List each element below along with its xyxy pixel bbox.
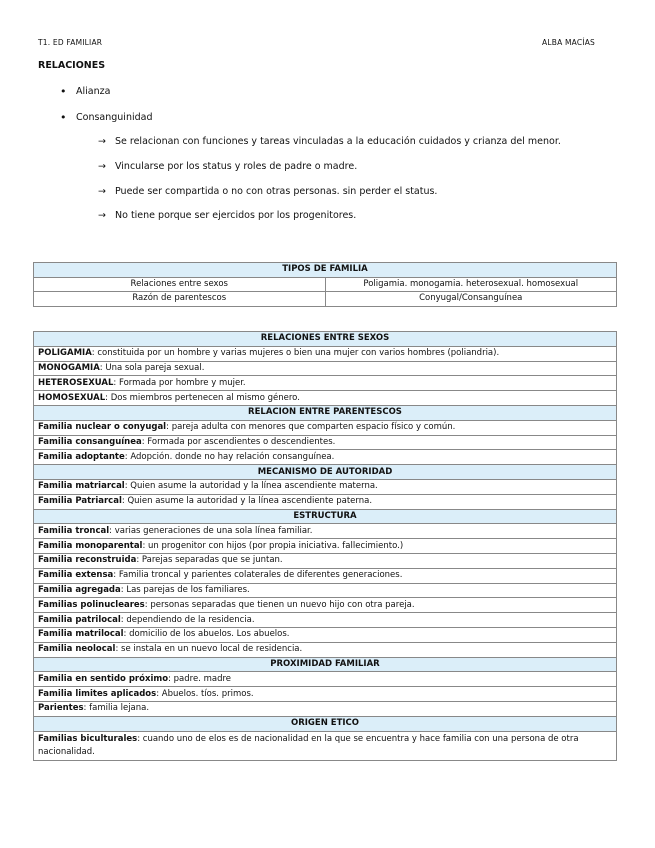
term-separator: : [113,570,119,581]
table-row [34,376,617,391]
right-arrow-icon: → [98,136,106,147]
definition-text: dependiendo de la residencia. [126,614,255,625]
right-arrow-icon: → [98,185,106,197]
table-row [34,568,617,583]
relaciones-detail-table [33,331,617,761]
term-separator: : [166,422,172,433]
definition-term: Familia limites aplicados [38,688,157,699]
right-arrow-icon: → [98,160,106,172]
term-separator: : [124,481,131,492]
definition-text: Abuelos. tíos. primos. [161,688,254,699]
definition-text: constituida por un hombre y varias mujeres o bien una mujer con varios hombres (poliandria). [97,348,500,359]
section-header: ESTRUCTURA [34,509,617,524]
table-row [34,524,617,539]
term-separator: : [144,599,151,610]
definition-cell [34,687,617,702]
bullet-item-alianza: • Alianza [60,86,153,112]
table-row [34,553,617,568]
definition-term: Familia patrilocal [38,614,121,625]
table-row [34,292,617,307]
definition-term: Familia matriarcal [38,481,125,492]
definition-text: padre. madre [173,673,232,684]
definition-cell [34,583,617,598]
arrow-item-text: Se relacionan con funciones y tareas vinculadas a la educación cuidados y crianza del menor. [115,136,561,147]
section-header: RELACION ENTRE PARENTESCOS [34,405,617,420]
definition-text: cuando uno de elos es de nacionalidad en la que se encuentra y hace familia con una persona de otra nacionalidad. [38,733,579,757]
definition-text: Dos miembros pertenecen al mismo género. [110,392,300,403]
definition-text: un progenitor con hijos (por propia iniciativa. fallecimiento.) [148,540,404,551]
definition-cell [34,701,617,716]
table-row [34,642,617,657]
definition-term: Familia nuclear o conyugal [38,422,167,433]
table-row [34,450,617,465]
term-separator: : [168,673,174,684]
definition-term: Familia troncal [38,525,110,536]
definition-text: Las parejas de los familiares. [126,584,250,595]
term-separator: : [136,555,142,566]
term-separator: : [105,392,111,403]
definition-term: Parientes [38,703,84,714]
definition-text: Quien asume la autoridad y la línea ascendiente materna. [130,481,378,492]
definition-term: Familia monoparental [38,540,143,551]
definition-term: Familia consanguínea [38,436,142,447]
definition-cell [34,568,617,583]
term-separator: : [120,614,127,625]
definition-cell [34,524,617,539]
term-separator: : [109,525,115,536]
section-title: RELACIONES [38,60,106,71]
term-separator: : [124,451,131,462]
table-row [34,687,617,702]
section-header: MECANISMO DE AUTORIDAD [34,465,617,480]
table-row [34,391,617,406]
definition-term: Familia adoptante [38,451,125,462]
table-row [34,731,617,760]
table-row [34,420,617,435]
definition-text: domicilio de los abuelos. Los abuelos. [129,629,290,640]
term-separator: : [115,644,122,655]
definition-cell [34,346,617,361]
arrow-item [98,210,561,235]
table-row [34,701,617,716]
definition-text: Formada por hombre y mujer. [119,377,246,388]
definition-cell [34,391,617,406]
definition-cell [34,539,617,554]
table-row [34,494,617,509]
arrow-item-text: No tiene porque ser ejercidos por los progenitores. [115,210,357,222]
term-separator: : [120,584,127,595]
definition-cell [34,553,617,568]
definition-cell [34,642,617,657]
section-header: ORIGEN ETICO [34,716,617,731]
definition-cell [34,361,617,376]
definition-text: Una sola pareja sexual. [105,362,205,373]
definition-term: Familia agregada [38,584,121,595]
right-arrow-icon: → [98,210,106,222]
definition-text: familia lejana. [89,703,150,714]
table-row [34,539,617,554]
definition-cell [34,376,617,391]
table-cell: Relaciones entre sexos [34,277,326,292]
definition-term: Familia reconstruida [38,555,137,566]
definition-term: MONOGAMIA [38,362,100,373]
table-row [34,613,617,628]
table-row [34,598,617,613]
arrow-item [98,161,561,186]
definition-term: Familia Patriarcal [38,496,122,507]
section-header: PROXIMIDAD FAMILIAR [34,657,617,672]
definition-text: pareja adulta con menores que comparten espacio físico y común. [171,422,456,433]
term-separator: : [137,733,143,744]
arrow-list [98,136,561,235]
table-row [34,627,617,642]
term-separator: : [156,688,162,699]
definition-cell [34,731,617,760]
table-row [34,361,617,376]
term-separator: : [83,703,90,714]
definition-term: Familia matrilocal [38,629,124,640]
definition-cell [34,479,617,494]
definition-term: Familia neolocal [38,644,116,655]
definition-cell [34,672,617,687]
term-separator: : [113,377,119,388]
definition-cell [34,613,617,628]
table-row [34,672,617,687]
term-separator: : [91,348,98,359]
header-course-label: T1. ED FAMILIAR [38,38,103,47]
arrow-item-text: Vincularse por los status y roles de padre o madre. [115,160,358,172]
header-author-name: ALBA MACÍAS [542,38,595,47]
arrow-item [98,136,561,161]
table-row [34,583,617,598]
tipos-de-familia-table [33,262,617,307]
definition-text: Formada por ascendientes o descendientes. [147,436,336,447]
term-separator: : [142,540,149,551]
table-header: TIPOS DE FAMILIA [34,263,617,278]
definition-cell [34,598,617,613]
definition-text: Parejas separadas que se juntan. [141,555,283,566]
definition-term: HOMOSEXUAL [38,392,106,403]
definition-cell [34,450,617,465]
definition-text: personas separadas que tienen un nuevo hijo con otra pareja. [150,599,415,610]
definition-term: HETEROSEXUAL [38,377,114,388]
term-separator: : [123,629,130,640]
table-cell: Razón de parentescos [34,292,326,307]
table-cell: Poligamia. monogamia. heterosexual. homosexual [325,277,617,292]
bullet-item-consanguinidad: • Consanguinidad [60,112,153,138]
term-separator: : [99,362,106,373]
definition-term: Familias biculturales [38,733,138,744]
definition-text: Adopción. donde no hay relación consanguínea. [130,451,335,462]
table-row [34,479,617,494]
bullet-list [60,86,153,138]
definition-term: Familia extensa [38,570,114,581]
arrow-item [98,186,561,211]
definition-term: POLIGAMIA [38,348,92,359]
arrow-item-text: Puede ser compartida o no con otras personas. sin perder el status. [115,185,438,197]
definition-text: se instala en un nuevo local de residencia. [121,644,303,655]
definition-cell [34,627,617,642]
table-cell: Conyugal/Consanguínea [325,292,617,307]
section-header: RELACIONES ENTRE SEXOS [34,332,617,347]
definition-cell [34,435,617,450]
definition-cell [34,420,617,435]
table-row [34,346,617,361]
definition-term: Familias polinucleares [38,599,145,610]
definition-text: varias generaciones de una sola línea familiar. [114,525,313,536]
definition-cell [34,494,617,509]
term-separator: : [121,496,128,507]
term-separator: : [141,436,148,447]
table-row [34,277,617,292]
definition-term: Familia en sentido próximo [38,673,169,684]
definition-text: Familia troncal y parientes colaterales de diferentes generaciones. [118,570,403,581]
table-row [34,435,617,450]
definition-text: Quien asume la autoridad y la línea ascendiente paterna. [127,496,373,507]
